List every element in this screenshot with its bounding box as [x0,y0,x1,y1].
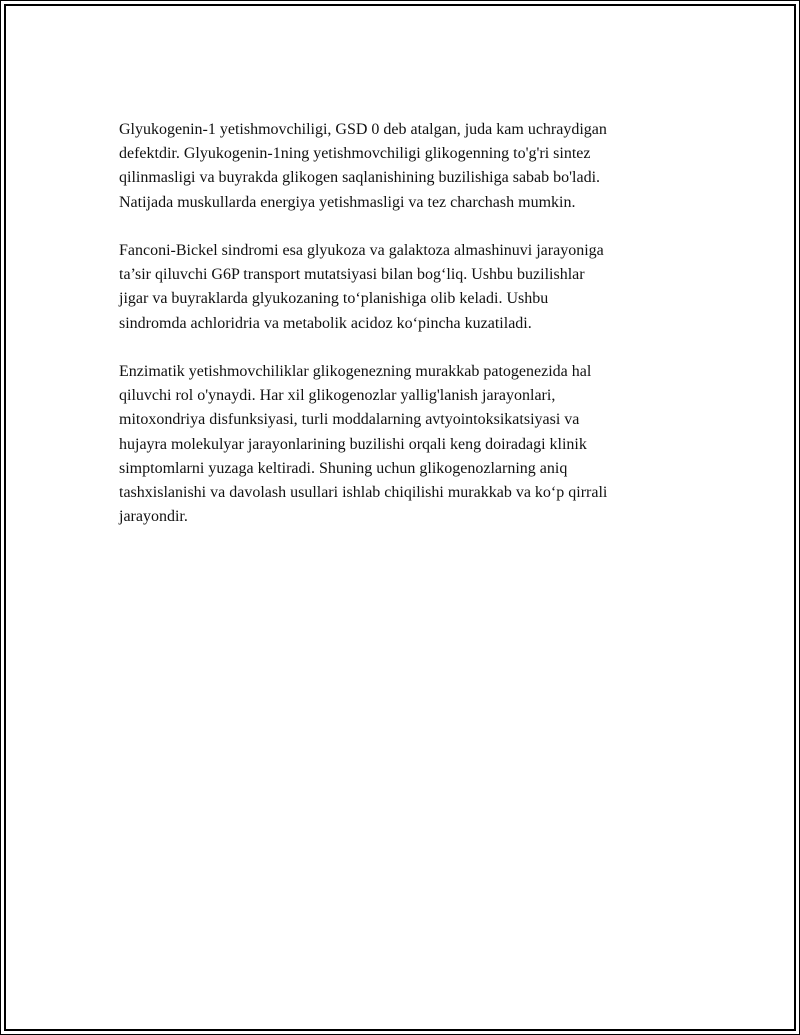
document-body [119,118,699,529]
paragraph-enzymatic-deficiencies: Enzimatik yetishmovchiliklar glikogenezning murakkab patogenezida hal qiluvchi rol o'ynaydi. Har xil glikogenozlar yallig'lanish jarayonlari, mitoxondriya disfunksiyasi, turli moddalarning avtyointoksikatsiyasi va hujayra molekulyar jarayonlarining buzilishi orqali keng doiradagi klinik simptomlarni yuzaga keltiradi. Shuning uchun glikogenozlarning aniq tashxislanishi va davolash usullari ishlab chiqilishi murakkab va ko‘p qirrali jarayondir. [119,363,608,526]
paragraph-fanconi-bickel: Fanconi-Bickel sindromi esa glyukoza va galaktoza almashinuvi jarayoniga ta’sir qiluvchi G6P transport mutatsiyasi bilan bog‘liq. Ushbu buzilishlar jigar va buyraklarda glyukozaning to‘planishiga olib keladi. Ushbu sindromda achloridria va metabolik acidoz ko‘pincha kuzatiladi. [119,242,604,332]
paragraph-glycogenin-deficiency: Glyukogenin-1 yetishmovchiligi, GSD 0 deb atalgan, juda kam uchraydigan defektdir. Glyukogenin-1ning yetishmovchiligi glikogenning to'g'ri sintez qilinmasligi va buyrakda glikogen saqlanishining buzilishiga sabab bo'ladi. Natijada muskullarda energiya yetishmasligi va tez charchash mumkin. [119,121,607,211]
